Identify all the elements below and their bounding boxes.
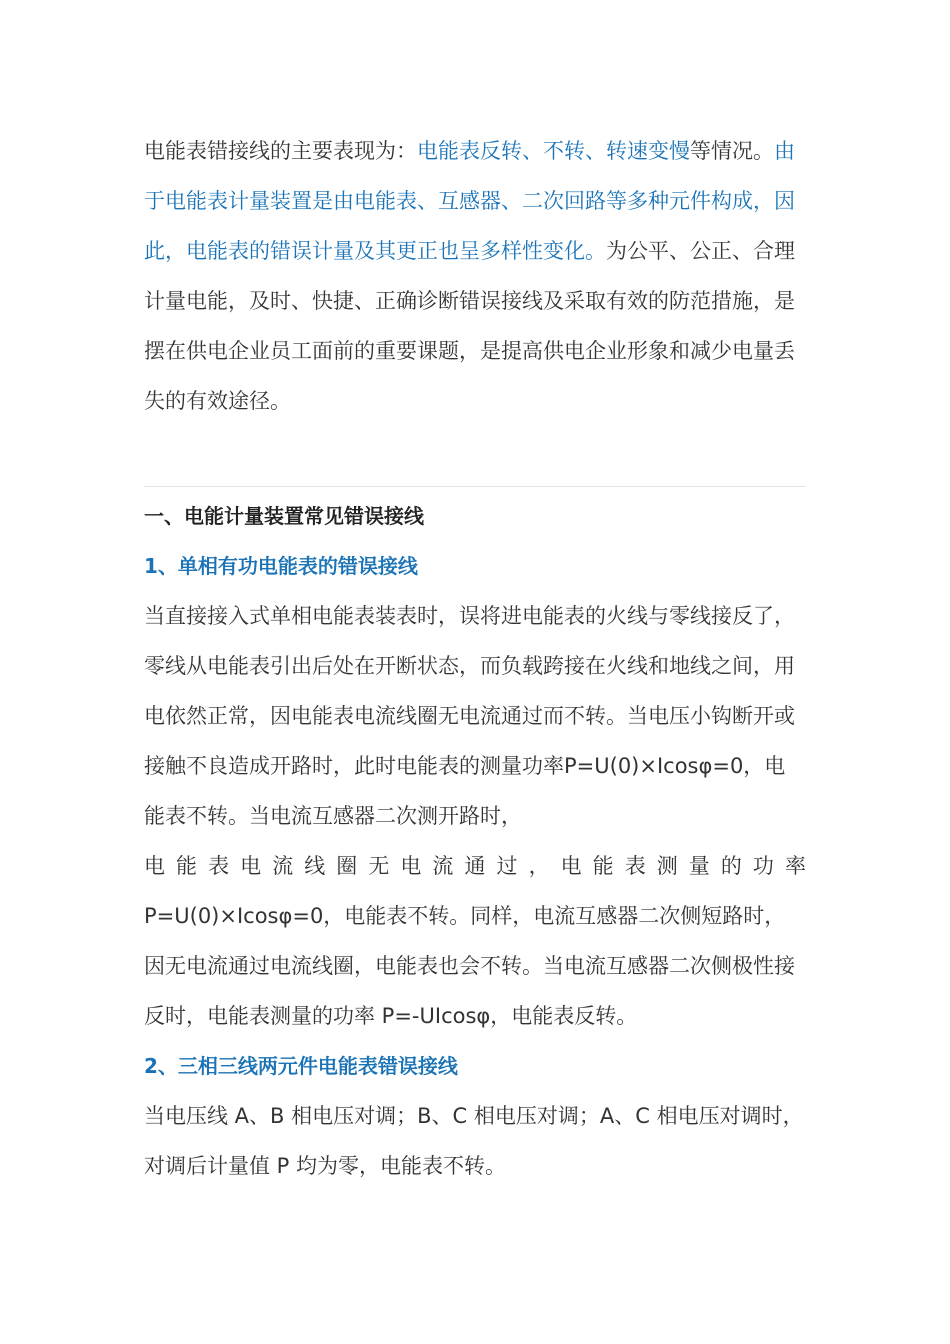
section-heading: 一、电能计量装置常见错误接线 <box>144 504 424 528</box>
justified-char: 功 <box>752 854 774 878</box>
justified-char: 电 <box>400 854 422 878</box>
intro-highlight-1: 电能表反转、不转、转速变慢 <box>417 139 690 163</box>
justified-char: 无 <box>368 854 390 878</box>
subsection-heading-2: 2、三相三线两元件电能表错误接线 <box>144 1054 458 1078</box>
subsection-2-paragraph: 当电压线 A、B 相电压对调；B、C 相电压对调；A、C 相电压对调时，对调后计量值 P 均为零，电能表不转。 <box>144 1104 804 1178</box>
justified-char: 的 <box>720 854 742 878</box>
subsection-1-paragraph-b: P=U(0)×Icosφ=0，电能表不转。同样，电流互感器二次侧短路时，因无电流通过电流线圈，电能表也会不转。当电流互感器二次侧极性接反时，电能表测量的功率 P=-UIcosφ，电能表反转。 <box>144 904 795 1028</box>
justified-char: 电 <box>144 854 165 878</box>
document-page <box>144 126 806 1191</box>
justified-char: 圈 <box>336 854 358 878</box>
justified-char: 通 <box>464 854 486 878</box>
intro-text-1: 电能表错接线的主要表现为： <box>144 139 417 163</box>
justified-char: 量 <box>688 854 710 878</box>
justified-char: 流 <box>432 854 454 878</box>
justified-char: 率 <box>784 854 806 878</box>
justified-char: 线 <box>304 854 326 878</box>
intro-paragraph <box>144 126 806 426</box>
justified-char: 表 <box>624 854 646 878</box>
justified-char: 过 <box>496 854 518 878</box>
subsection-1-justified-line <box>144 841 806 891</box>
section-divider <box>144 486 806 487</box>
justified-char: 能 <box>592 854 614 878</box>
justified-char: 能 <box>176 854 198 878</box>
justified-char: 电 <box>240 854 262 878</box>
justified-char: 电 <box>560 854 582 878</box>
justified-char: ， <box>528 854 550 878</box>
subsection-1-paragraph-a: 当直接接入式单相电能表装表时，误将进电能表的火线与零线接反了，零线从电能表引出后处在开断状态，而负载跨接在火线和地线之间，用电依然正常，因电能表电流线圈无电流通过而不转。当电压小钩断开或接触不良造成开路时，此时电能表的测量功率P=U(0)×Icosφ=0，电能表不转。当电流互感器二次测开路时， <box>144 604 795 828</box>
subsection-heading-1: 1、单相有功电能表的错误接线 <box>144 554 418 578</box>
justified-char: 测 <box>656 854 678 878</box>
intro-text-2: 等情况。 <box>690 139 774 163</box>
intro-text-3: 为公平、公正、合理计量电能，及时、快捷、正确诊断错误接线及采取有效的防范措施，是摆在供电企业员工面前的重要课题，是提高供电企业形象和减少电量丢失的有效途径。 <box>144 239 795 413</box>
justified-char: 表 <box>208 854 230 878</box>
intro-highlight-2: 由于电能表计量装置是由电能表、互感器、二次回路等多种元件构成，因此，电能表的错误计量及其更正也呈多样性变化。 <box>144 139 795 263</box>
justified-char: 流 <box>272 854 294 878</box>
